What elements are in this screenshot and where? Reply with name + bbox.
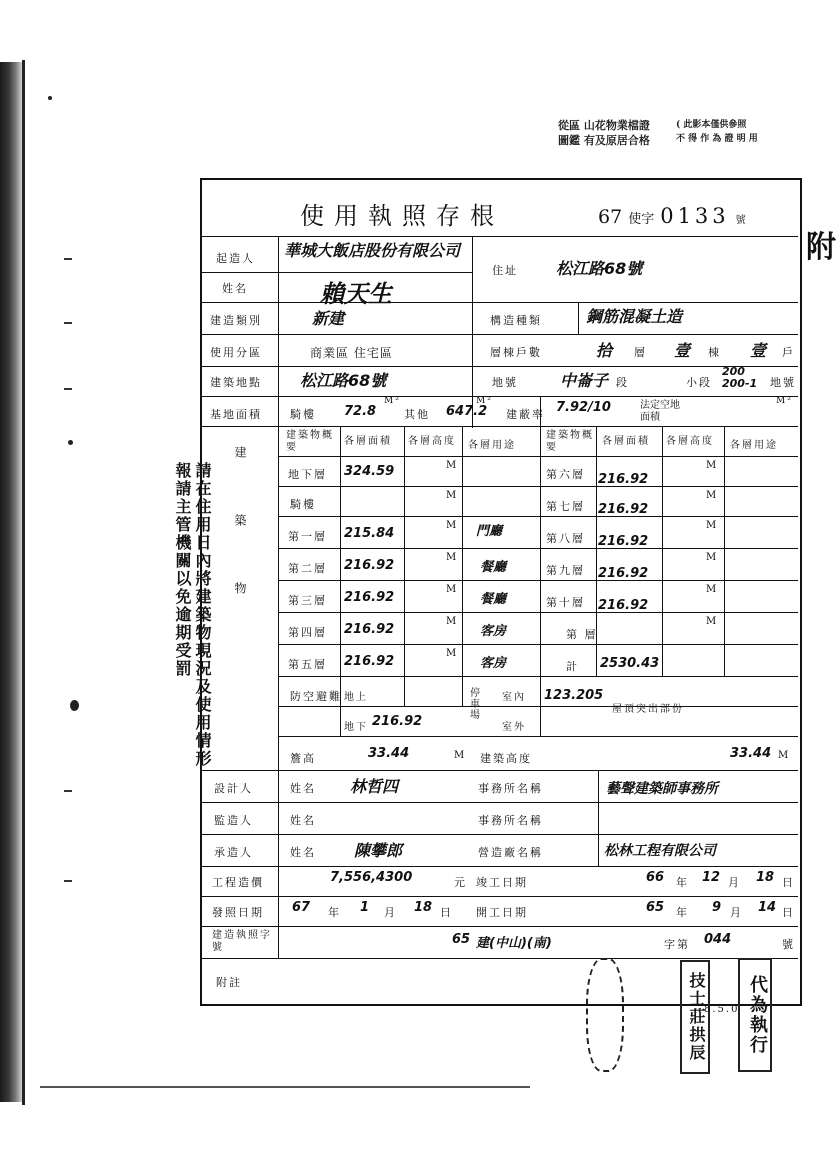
building-column-label: 建築物 xyxy=(233,446,247,650)
start-year: 65 xyxy=(646,900,665,915)
office-name-label: 事務所名稱 xyxy=(478,814,543,827)
building-count-unit: 棟 xyxy=(708,346,721,359)
designer-office-value: 藝聲建築師事務所 xyxy=(606,781,718,797)
designer-value: 林哲四 xyxy=(350,777,399,796)
f7-label: 第七層 xyxy=(546,500,585,513)
month-unit: 月 xyxy=(730,906,743,919)
rule xyxy=(202,302,798,303)
permit-year: 65 xyxy=(452,932,471,947)
floor-area-header-2: 各層面積 xyxy=(602,436,650,447)
lot-label: 地號 xyxy=(492,376,518,389)
archive-stamp-line2: 圖鑑 有及原居合格 xyxy=(558,134,650,147)
speck xyxy=(68,440,73,445)
rule xyxy=(278,236,279,958)
rule xyxy=(202,366,798,367)
building-main-header: 建築物概要 xyxy=(286,430,334,453)
structure-label: 構造種類 xyxy=(490,314,542,327)
speck xyxy=(64,790,72,792)
floors-label: 層棟戶數 xyxy=(490,346,542,359)
supervisor-label: 監造人 xyxy=(214,814,253,827)
name-label: 姓名 xyxy=(290,846,316,859)
start-date-label: 開工日期 xyxy=(476,906,528,919)
floor-height-header: 各層高度 xyxy=(408,436,456,447)
above-label: 地上 xyxy=(344,692,368,703)
speck xyxy=(48,96,52,100)
arcade-label: 騎樓 xyxy=(290,408,316,421)
small-stamp-number: 8.5.0 xyxy=(704,1004,740,1015)
issue-day: 18 xyxy=(414,900,433,915)
year-unit: 年 xyxy=(676,876,689,889)
permit-no-label: 建造執照字號 xyxy=(212,930,272,953)
rule xyxy=(202,396,798,397)
binding-line xyxy=(22,60,25,1105)
month-unit: 月 xyxy=(384,906,397,919)
m2-unit: M² xyxy=(476,396,493,406)
agent-seal: 代為執行 xyxy=(738,958,772,1072)
designer-label: 設計人 xyxy=(214,782,253,795)
rule xyxy=(462,426,463,706)
rule xyxy=(278,676,798,677)
rule xyxy=(202,866,798,867)
month-unit: 月 xyxy=(728,876,741,889)
rule xyxy=(724,426,725,676)
form-serial xyxy=(598,204,746,228)
building-type-label: 建造類別 xyxy=(210,314,262,327)
basement-area: 324.59 xyxy=(344,464,395,479)
indoor-label: 室內 xyxy=(502,692,526,703)
speck xyxy=(64,258,72,260)
rule xyxy=(278,456,798,457)
f10-label: 第十層 xyxy=(546,596,585,609)
m-unit: M xyxy=(706,460,719,471)
completion-label: 竣工日期 xyxy=(476,876,528,889)
start-month: 9 xyxy=(712,900,722,915)
coverage-value: 7.92/10 xyxy=(556,400,611,415)
f4-label: 第四層 xyxy=(288,626,327,639)
issue-month: 1 xyxy=(360,900,370,915)
f10-area: 216.92 xyxy=(598,598,649,613)
round-seal xyxy=(586,958,624,1072)
floors-value: 拾 xyxy=(596,341,613,360)
f2-label: 第二層 xyxy=(288,562,327,575)
f9-label: 第九層 xyxy=(546,564,585,577)
basement-label: 地下層 xyxy=(288,468,327,481)
form-year: 67 xyxy=(598,206,623,228)
rule xyxy=(278,706,798,707)
below-label: 地下 xyxy=(344,722,368,733)
hao-unit: 號 xyxy=(782,938,795,951)
bottom-rule xyxy=(40,1086,530,1088)
lot-no-unit: 地號 xyxy=(770,376,796,389)
rule xyxy=(278,612,798,613)
floor-area-header: 各層面積 xyxy=(344,436,392,447)
issue-year: 67 xyxy=(292,900,311,915)
rule xyxy=(202,834,798,835)
rule xyxy=(578,302,579,334)
yuan-unit: 元 xyxy=(454,876,467,889)
building-main-header-2: 建築物概要 xyxy=(546,430,594,453)
f5-use: 客房 xyxy=(480,656,507,671)
f5-area: 216.92 xyxy=(344,654,395,669)
rule xyxy=(278,736,798,737)
m2-unit: M² xyxy=(776,396,793,406)
archive-stamp-line4: 不 得 作 為 證 明 用 xyxy=(676,134,758,144)
rule xyxy=(202,896,798,897)
year-unit: 年 xyxy=(328,906,341,919)
other-area-value: 647.2 xyxy=(446,404,488,419)
total-label: 計 xyxy=(566,660,579,673)
parking-label: 停車場 xyxy=(470,688,482,721)
remarks-label: 附註 xyxy=(216,976,242,989)
rule xyxy=(662,426,663,676)
m-unit: M xyxy=(778,750,791,761)
f2-use: 餐廳 xyxy=(480,560,507,575)
rule xyxy=(278,486,798,487)
total-area: 2530.43 xyxy=(600,656,660,671)
owner-label: 姓名 xyxy=(222,282,248,295)
parking-indoor-value: 123.205 xyxy=(544,688,604,703)
name-label: 姓名 xyxy=(290,782,316,795)
rule xyxy=(202,926,798,927)
f4-area: 216.92 xyxy=(344,622,395,637)
floor-use-header: 各層用途 xyxy=(468,440,516,451)
rule xyxy=(404,426,405,706)
archive-stamp-line3: ( 此影本僅供參照 xyxy=(676,120,747,130)
zone-label: 使用分區 xyxy=(210,346,262,359)
m-unit: M xyxy=(446,584,459,595)
building-height-value: 33.44 xyxy=(730,746,772,761)
serial-suffix: 號 xyxy=(735,215,746,226)
rule xyxy=(202,802,798,803)
other-label: 其他 xyxy=(404,408,430,421)
rule xyxy=(202,770,798,771)
speck xyxy=(70,700,79,711)
m-unit: M xyxy=(706,616,719,627)
m2-unit: M² xyxy=(384,396,401,406)
floor-use-header-2: 各層用途 xyxy=(730,440,778,451)
rule xyxy=(278,548,798,549)
m-unit: M xyxy=(446,648,459,659)
building-type-value: 新建 xyxy=(312,309,345,328)
households-value: 壹 xyxy=(750,341,767,360)
rule xyxy=(598,770,599,866)
open-space-label: 法定空地面積 xyxy=(640,400,680,423)
builder-value: 華城大飯店股份有限公司 xyxy=(284,241,461,260)
address-value: 松江路68號 xyxy=(556,259,643,278)
f1-use: 門廳 xyxy=(476,524,503,539)
f6-area: 216.92 xyxy=(598,472,649,487)
cost-label: 工程造價 xyxy=(212,876,264,889)
shelter-below-value: 216.92 xyxy=(372,714,423,729)
floor-height-header-2: 各層高度 xyxy=(666,436,714,447)
m-unit: M xyxy=(446,552,459,563)
rule xyxy=(202,236,798,237)
completion-day: 18 xyxy=(756,870,775,885)
m-unit: M xyxy=(446,460,459,471)
shelter-label: 防空避難 xyxy=(290,690,342,703)
f3-use: 餐廳 xyxy=(480,592,507,607)
contractor-label: 承造人 xyxy=(214,846,253,859)
rule xyxy=(202,272,472,273)
roof-label: 屋頂突出部份 xyxy=(612,704,684,715)
right-edge-char: 附 xyxy=(806,230,836,265)
name-label: 姓名 xyxy=(290,814,316,827)
m-unit: M xyxy=(706,552,719,563)
office-name-label: 事務所名稱 xyxy=(478,782,543,795)
eave-value: 33.44 xyxy=(368,746,410,761)
binding-edge xyxy=(0,62,22,1102)
small-section-value: 200 200-1 xyxy=(722,365,758,390)
storey-unit: 層 xyxy=(634,346,647,359)
rule xyxy=(278,580,798,581)
f7-area: 216.92 xyxy=(598,502,649,517)
firm-name-label: 營造廠名稱 xyxy=(478,846,543,859)
day-unit: 日 xyxy=(782,906,795,919)
archive-stamp xyxy=(558,118,783,166)
issue-date-label: 發照日期 xyxy=(212,906,264,919)
f3-label: 第三層 xyxy=(288,594,327,607)
lot-area-label: 基地面積 xyxy=(210,408,262,421)
m-unit: M xyxy=(706,490,719,501)
address-label: 住址 xyxy=(492,264,518,277)
f-other-label: 第 層 xyxy=(566,628,598,641)
completion-month: 12 xyxy=(702,870,721,885)
f9-area: 216.92 xyxy=(598,566,649,581)
site-label: 建築地點 xyxy=(210,376,262,389)
f2-area: 216.92 xyxy=(344,558,395,573)
cost-value: 7,556,4300 xyxy=(330,870,413,885)
speck xyxy=(64,388,72,390)
f5-label: 第五層 xyxy=(288,658,327,671)
site-section-value: 中崙子 xyxy=(560,371,609,390)
rule xyxy=(472,236,473,428)
m-unit: M xyxy=(454,750,467,761)
arcade-floor-label: 騎樓 xyxy=(290,498,316,511)
coverage-label: 建蔽率 xyxy=(506,408,545,421)
contractor-firm-value: 松林工程有限公司 xyxy=(604,843,716,859)
f1-area: 215.84 xyxy=(344,526,395,541)
permit-char: 字第 xyxy=(664,938,690,951)
f6-label: 第六層 xyxy=(546,468,585,481)
f1-label: 第一層 xyxy=(288,530,327,543)
rule xyxy=(540,396,541,736)
m-unit: M xyxy=(446,520,459,531)
inspector-seal: 技士莊拱辰 xyxy=(680,960,710,1074)
f4-use: 客房 xyxy=(480,624,507,639)
contractor-value: 陳攀郎 xyxy=(354,841,403,860)
rule xyxy=(202,426,798,427)
m-unit: M xyxy=(446,490,459,501)
start-day: 14 xyxy=(758,900,777,915)
speck xyxy=(64,322,72,324)
buildings-value: 壹 xyxy=(674,341,691,360)
f3-area: 216.92 xyxy=(344,590,395,605)
section-unit: 段 xyxy=(616,376,629,389)
site-value: 松江路68號 xyxy=(300,371,387,390)
household-unit: 戶 xyxy=(782,346,795,359)
building-height-label: 建築高度 xyxy=(480,752,532,765)
rule xyxy=(202,334,798,335)
small-section-label: 小段 xyxy=(686,376,712,389)
archive-stamp-line1: 從區 山花物業檔證 xyxy=(558,119,650,132)
permit-word: 建(中山)(南) xyxy=(476,936,552,951)
owner-value: 賴天生 xyxy=(320,280,392,308)
m-unit: M xyxy=(706,520,719,531)
day-unit: 日 xyxy=(440,906,453,919)
zone-value: 商業區 住宅區 xyxy=(310,346,393,360)
rule xyxy=(202,958,798,959)
outdoor-label: 室外 xyxy=(502,722,526,733)
f8-area: 216.92 xyxy=(598,534,649,549)
eave-label: 簷高 xyxy=(290,752,316,765)
speck xyxy=(64,880,72,882)
builder-label: 起造人 xyxy=(216,252,255,265)
structure-value: 鋼筋混凝土造 xyxy=(586,307,683,326)
serial-prefix: 使字 xyxy=(628,212,655,227)
f8-label: 第八層 xyxy=(546,532,585,545)
day-unit: 日 xyxy=(782,876,795,889)
permit-number: 044 xyxy=(704,932,732,947)
completion-year: 66 xyxy=(646,870,665,885)
side-note: 請在住用日內將建築物現況及使用情形報請主管機關以免逾期受罰 xyxy=(173,462,212,768)
serial-number: 0133 xyxy=(660,204,730,228)
m-unit: M xyxy=(706,584,719,595)
rule xyxy=(278,516,798,517)
arcade-area-value: 72.8 xyxy=(344,404,377,419)
year-unit: 年 xyxy=(676,906,689,919)
form-title: 使用執照存根 xyxy=(300,202,504,230)
m-unit: M xyxy=(446,616,459,627)
rule xyxy=(278,644,798,645)
